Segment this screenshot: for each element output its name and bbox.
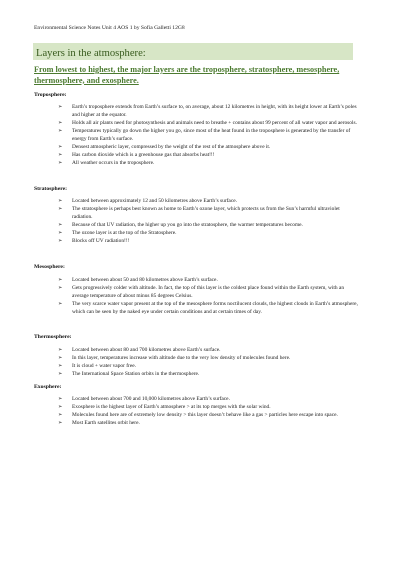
list-item: ➢ Temperatures typically go down the higher you go, since most of the heat found in the troposphere is generated by the transfer of energy from Earth’s surface. xyxy=(58,128,351,142)
arrow-bullet-icon: ➢ xyxy=(58,230,63,236)
list-item: ➢ In this layer, temperatures increase with altitude due to the very low density of molecules found here. xyxy=(58,355,291,361)
arrow-bullet-icon: ➢ xyxy=(58,420,63,426)
list-item: ➢ It is cloud + water vapor free. xyxy=(58,363,136,369)
arrow-bullet-icon: ➢ xyxy=(58,396,63,402)
arrow-bullet-icon: ➢ xyxy=(58,152,63,158)
arrow-bullet-icon: ➢ xyxy=(58,206,63,212)
layers-overview-subtitle: From lowest to highest, the major layers are the troposphere, stratosphere, mesosphere, thermosphere, and exosphere. xyxy=(34,65,340,85)
list-item: ➢ Located between about 80 and 700 kilometres above Earth’s surface. xyxy=(58,347,221,353)
troposphere-heading: Troposphere: xyxy=(34,92,67,98)
arrow-bullet-icon: ➢ xyxy=(58,198,63,204)
arrow-bullet-icon: ➢ xyxy=(58,355,63,361)
list-item: ➢ Holds all air plants need for photosynthesis and animals need to breathe + contains about 99 percent of all water vapor and aerosols. xyxy=(58,120,357,126)
list-item: ➢ All weather occurs in the troposphere. xyxy=(58,160,155,166)
stratosphere-list xyxy=(58,197,358,245)
thermosphere-heading: Thermosphere: xyxy=(34,334,72,340)
list-item: ➢ Exosphere is the highest layer of Earth’s atmosphere > at its top merges with the solar wind. xyxy=(58,404,271,410)
list-item: ➢ Most Earth satellites orbit here. xyxy=(58,420,140,426)
mesosphere-list xyxy=(58,276,358,316)
arrow-bullet-icon: ➢ xyxy=(58,404,63,410)
list-item: ➢ Densest atmospheric layer, compressed by the weight of the rest of the atmosphere above it. xyxy=(58,144,271,150)
list-item: ➢ Earth’s troposphere extends from Earth’s surface to, on average, about 12 kilometres in height, with its height lower at Earth’s poles and higher at the equator. xyxy=(58,104,357,118)
stratosphere-heading: Stratosphere: xyxy=(34,186,68,192)
mesosphere-heading: Mesosphere: xyxy=(34,264,65,270)
arrow-bullet-icon: ➢ xyxy=(58,363,63,369)
list-item: ➢ The stratosphere is perhaps best known as home to Earth’s ozone layer, which protects us from the Sun’s harmful ultraviolet radiation. xyxy=(58,206,340,220)
troposphere-list xyxy=(58,103,358,167)
page-title: Layers in the atmosphere: xyxy=(36,48,146,59)
list-item: ➢ The ozone layer is at the top of the Stratosphere. xyxy=(58,230,177,236)
arrow-bullet-icon: ➢ xyxy=(58,104,63,110)
arrow-bullet-icon: ➢ xyxy=(58,160,63,166)
list-item: ➢ Located between about 50 and 80 kilometres above Earth’s surface. xyxy=(58,277,218,283)
title-banner xyxy=(33,43,353,60)
arrow-bullet-icon: ➢ xyxy=(58,128,63,134)
arrow-bullet-icon: ➢ xyxy=(58,285,63,291)
thermosphere-list xyxy=(58,346,358,378)
arrow-bullet-icon: ➢ xyxy=(58,144,63,150)
arrow-bullet-icon: ➢ xyxy=(58,277,63,283)
arrow-bullet-icon: ➢ xyxy=(58,238,63,244)
list-item: ➢ Because of that UV radiation, the higher up you go into the stratosphere, the warmer temperatures become. xyxy=(58,222,303,228)
document-header: Environmental Science Notes Unit 4 AOS 1 by Sofia Galletti 12G8 xyxy=(34,25,185,31)
list-item: ➢ Has carbon dioxide which is a greenhouse gas that absorbs heat!!! xyxy=(58,152,215,158)
list-item: ➢ The International Space Station orbits in the thermosphere. xyxy=(58,371,200,377)
exosphere-heading: Exosphere: xyxy=(34,384,62,390)
list-item: ➢ The very scarce water vapor present at the top of the mesosphere forms noctilucent clouds, the highest clouds in Earth’s atmosphere, which can be seen by the naked eye under certain conditions and at certain times of day. xyxy=(58,301,358,315)
list-item: ➢ Molecules found here are of extremely low density > this layer doesn’t behave like a gas > particles here escape into space. xyxy=(58,412,338,418)
arrow-bullet-icon: ➢ xyxy=(58,222,63,228)
arrow-bullet-icon: ➢ xyxy=(58,412,63,418)
arrow-bullet-icon: ➢ xyxy=(58,347,63,353)
arrow-bullet-icon: ➢ xyxy=(58,301,63,307)
list-item: ➢ Located between approximately 12 and 50 kilometres above Earth’s surface. xyxy=(58,198,237,204)
exosphere-list xyxy=(58,395,358,427)
list-item: ➢ Located between about 700 and 10,000 kilometres above Earth’s surface. xyxy=(58,396,230,402)
arrow-bullet-icon: ➢ xyxy=(58,371,63,377)
list-item: ➢ Gets progressively colder with altitude. In fact, the top of this layer is the coldest place found within the Earth system, with an average temperature of about minus 85 degrees Celsius. xyxy=(58,285,345,299)
list-item: ➢ Blocks off UV radiation!!! xyxy=(58,238,130,244)
arrow-bullet-icon: ➢ xyxy=(58,120,63,126)
